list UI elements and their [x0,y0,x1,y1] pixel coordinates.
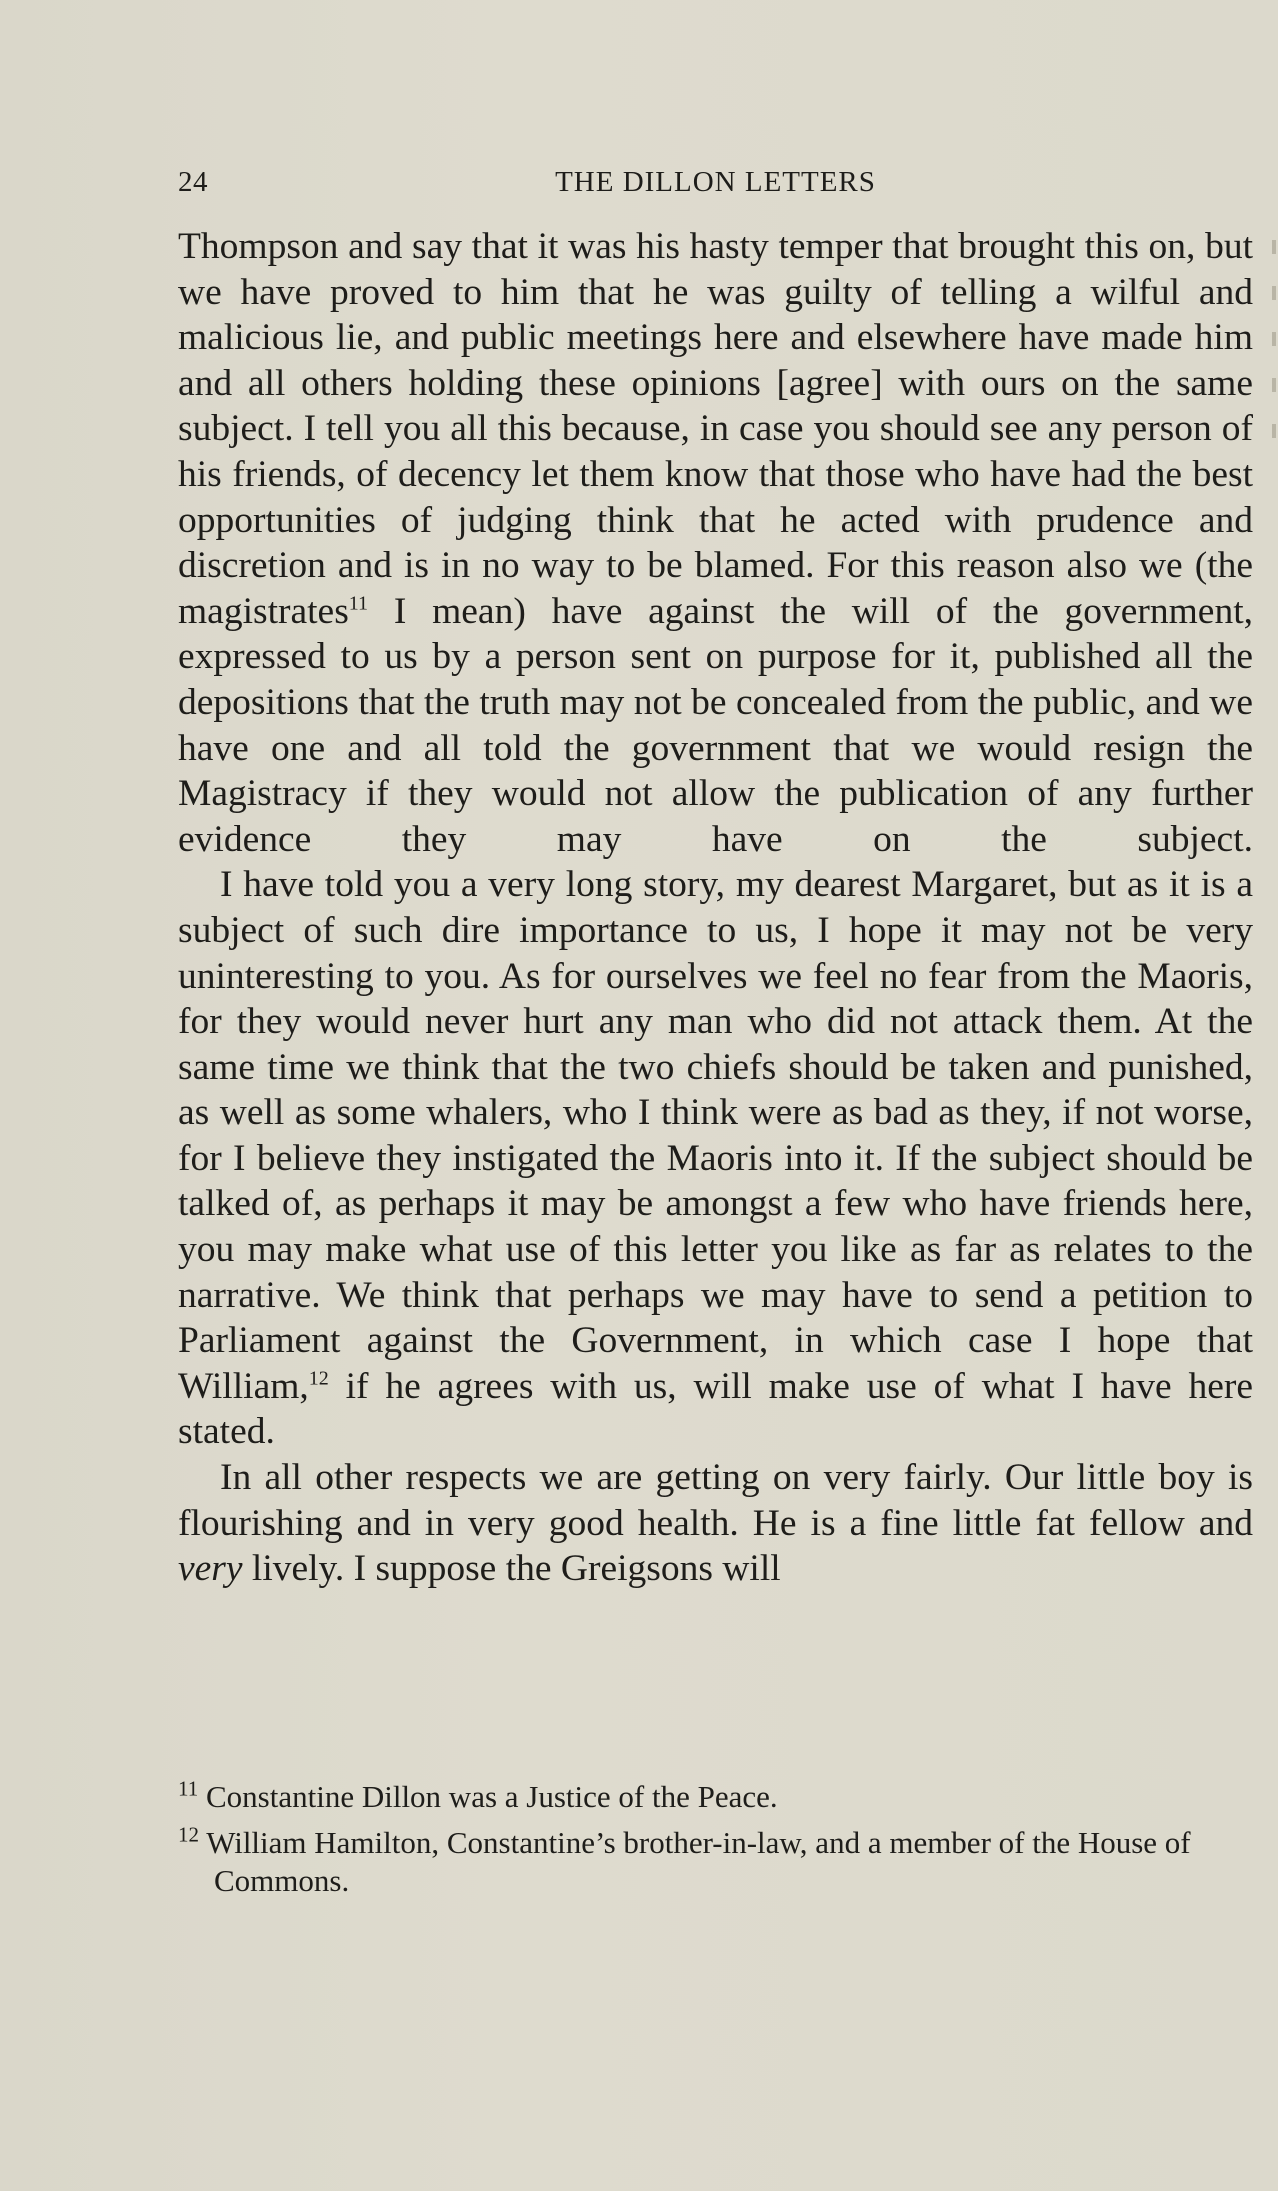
paragraph-2-text-b: if he agrees with us, will make use of what I have here stated. [178,1365,1253,1453]
edge-mark [1272,286,1276,300]
footnote-text: William Hamilton, Constantine’s brother-in-law, and a member of the House of Commons. [199,1825,1191,1898]
paragraph-2 [178,862,1253,1455]
footnote-ref-11: 11 [348,592,369,615]
footnote-text: Constantine Dillon was a Justice of the Peace. [198,1779,778,1814]
paragraph-1-text-a: Thompson and say that it was his hasty temper that brought this on, but we have proved to him that he was guilty of telling a wilful and malicious lie, and public meetings here and elsewhere have made him and all others holding these opinions [agree] with ours on the same subject. I tell you all this because, in case you should see any person of his friends, of decency let them know that those who have had the best opportunities of judging think that he acted with prudence and discretion and is in no way to be blamed. For this reason also we (the magistrates [178,226,1253,632]
paragraph-3-text-a: In all other respects we are getting on very fairly. Our little boy is flourishing and in very good health. He is a fine little fat fellow and [178,1457,1253,1544]
edge-mark [1272,424,1276,438]
paragraph-3-text-b: lively. I suppose the Greigsons will [242,1548,781,1590]
paragraph-3 [178,1455,1253,1592]
edge-mark [1272,332,1276,346]
edge-mark [1272,378,1276,392]
running-head [178,160,1253,204]
page-number: 24 [178,166,208,198]
paragraph-3-emphasis: very [178,1548,243,1590]
body-text [178,224,1253,1592]
paragraph-1 [178,224,1253,862]
book-title: THE DILLON LETTERS [555,166,876,198]
footnote-ref-12: 12 [308,1367,329,1390]
footnote-number: 11 [178,1776,199,1801]
footnote-11 [178,1778,1253,1816]
edge-mark [1272,240,1276,254]
footnotes [178,1778,1253,1908]
paragraph-1-text-b: I mean) have against the will of the government, expressed to us by a person sent on purpose for it, published all the depositions that the truth may not be concealed from the public, and we have one and all told the government that we would resign the Magistracy if they would not allow the publication of any further evidence they may have on the subject. [178,590,1253,860]
facing-page-edge [1272,240,1278,480]
paragraph-2-text-a: I have told you a very long story, my dearest Margaret, but as it is a subject of such dire importance to us, I hope it may not be very uninteresting to you. As for ourselves we feel no fear from the Maoris, for they would never hurt any man who did not attack them. At the same time we think that the two chiefs should be taken and punished, as well as some whalers, who I think were as bad as they, if not worse, for I believe they instigated the Maoris into it. If the subject should be talked of, as perhaps it may be amongst a few who have friends here, you may make what use of this letter you like as far as relates to the narrative. We think that perhaps we may have to send a petition to Parliament against the Government, in which case I hope that William, [178,864,1253,1407]
footnote-12 [178,1824,1253,1900]
footnote-number: 12 [178,1822,199,1847]
